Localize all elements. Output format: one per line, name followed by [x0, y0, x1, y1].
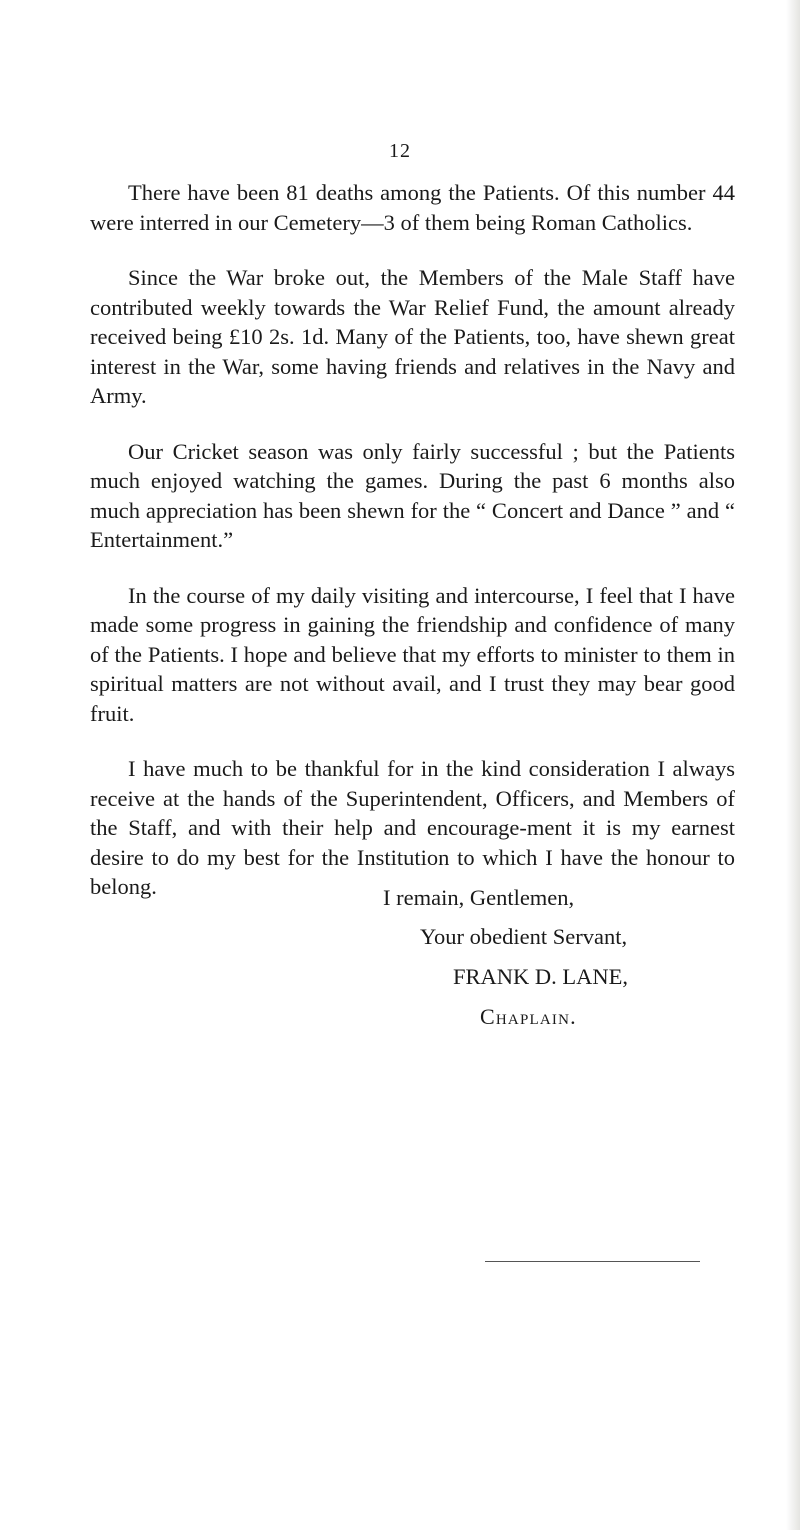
closing-complimentary: Your obedient Servant, — [420, 924, 628, 949]
paragraph-deaths: There have been 81 deaths among the Patients. Of this number 44 were interred in our Cemetery—3 of them being Roman Catholics. — [90, 180, 735, 235]
page-number: 12 — [389, 140, 411, 162]
paragraph-visiting: In the course of my daily visiting and intercourse, I feel that I have made some progress in gaining the friendship and confidence of many of the Patients. I hope and believe that my efforts to minister to them in spiritual matters are not without avail, and I trust they may bear good fruit. — [90, 582, 735, 726]
closing-salutation: I remain, Gentlemen, — [383, 885, 575, 910]
paragraph-war-relief: Since the War broke out, the Members of the Male Staff have contributed weekly towards the War Relief Fund, the amount already received being £10 2s. 1d. Many of the Patients, too, have shewn great interest in the War, some having friends and relatives in the Navy and Army. — [90, 265, 735, 408]
signatory-title: Chaplain. — [480, 1004, 577, 1029]
page-edge-shadow — [786, 0, 800, 1530]
end-rule — [485, 1261, 700, 1262]
letter-body — [90, 178, 735, 928]
paragraph-cricket: Our Cricket season was only fairly successful ; but the Patients much enjoyed watching the games. During the past 6 months also much appreciation has been shewn for the “ Concert and Dance ” and “ Entertainment.” — [90, 438, 735, 552]
signatory-name: FRANK D. LANE, — [453, 964, 629, 989]
paragraph-thanks: I have much to be thankful for in the kind consideration I always receive at the hands of the Superintendent, Officers, and Members of the Staff, and with their help and encourage-ment it is my earnest desire to do my best for the Institution to which I have the honour to belong. — [90, 756, 735, 899]
